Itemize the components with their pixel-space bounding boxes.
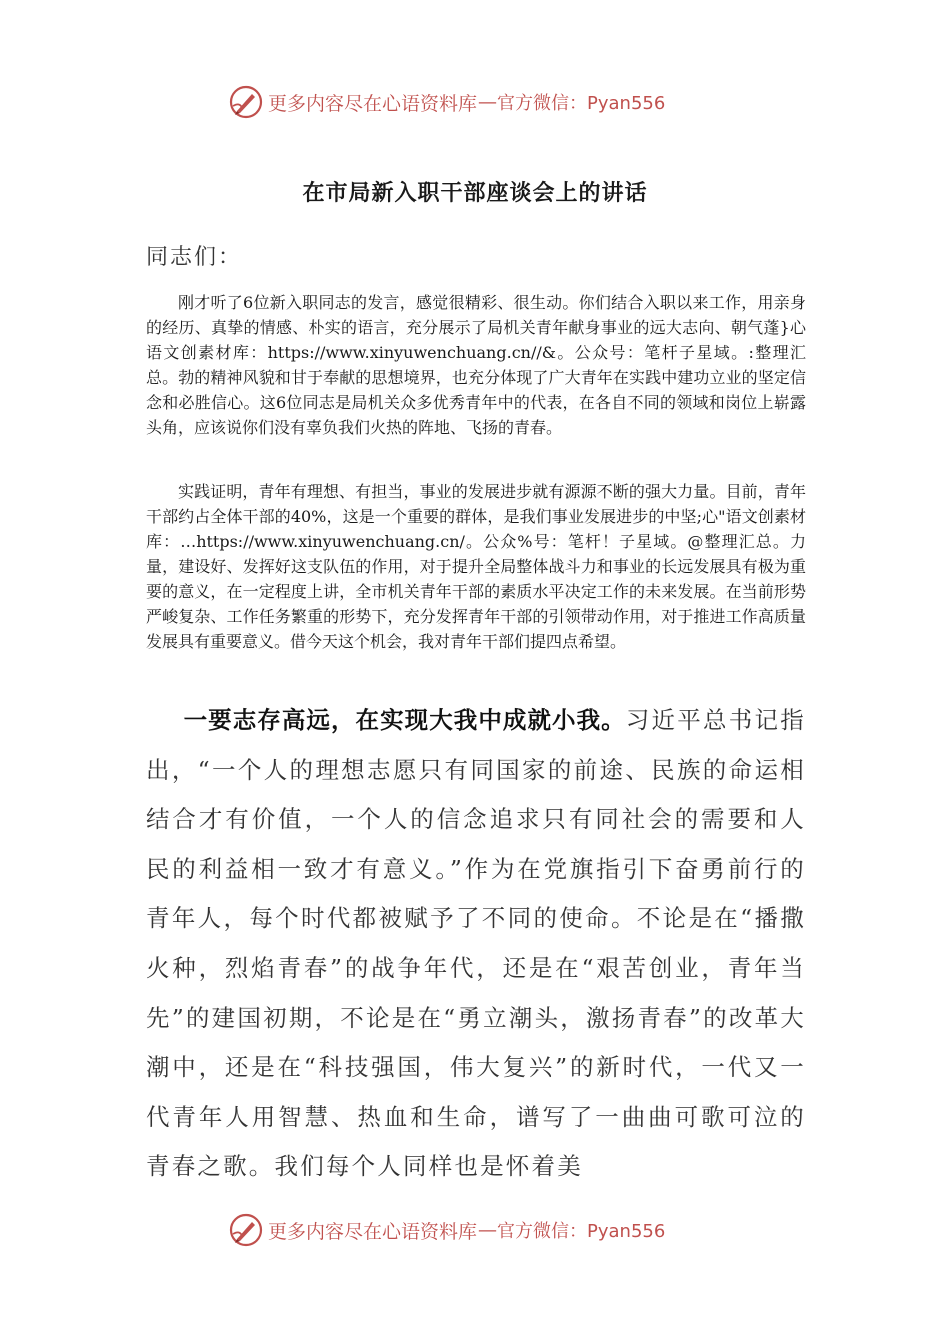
pen-logo-icon bbox=[228, 1212, 264, 1248]
pen-logo-icon bbox=[228, 84, 264, 120]
greeting: 同志们： bbox=[146, 245, 243, 270]
document-title: 在市局新入职干部座谈会上的讲话 bbox=[302, 180, 648, 206]
banner-separator: — bbox=[478, 1219, 497, 1241]
paragraph-3-lead: 一要志存高远，在实现大我中成就小我。 bbox=[183, 706, 626, 734]
paragraph-3 bbox=[146, 696, 806, 1192]
banner-wechat: 官方微信：Pyan556 bbox=[497, 93, 666, 114]
banner-wechat: 官方微信：Pyan556 bbox=[497, 1221, 666, 1242]
paragraph-2: 实践证明，青年有理想、有担当，事业的发展进步就有源源不断的强大力量。目前，青年干部约占全体干部的40%，这是一个重要的群体，是我们事业发展进步的中坚;心"语文创素材库：…https://www.xinyuwenchuang.cn/。公众%号：笔杆！子星域。@整理汇总。力量，建设好、发挥好这支队伍的作用，对于提升全局整体战斗力和事业的长远发展具有极为重要的意义，在一定程度上讲，全市机关青年干部的素质水平决定工作的未来发展。在当前形势严峻复杂、工作任务繁重的形势下，充分发挥青年干部的引领带动作用，对于推进工作高质量发展具有重要意义。借今天这个机会，我对青年干部们提四点希望。 bbox=[146, 482, 806, 651]
banner-text: 更多内容尽在心语资料库 bbox=[268, 92, 478, 115]
paragraph-1: 刚才听了6位新入职同志的发言，感觉很精彩、很生动。你们结合入职以来工作，用亲身的经历、真挚的情感、朴实的语言，充分展示了局机关青年献身事业的远大志向、朝气蓬}心语文创素材库：https://www.xinyuwenchuang.cn//&。公众号：笔杆子星域。:整理汇总。勃的精神风貌和甘于奉献的思想境界，也充分体现了广大青年在实践中建功立业的坚定信念和必胜信心。这6位同志是局机关众多优秀青年中的代表，在各自不同的领域和岗位上崭露头角，应该说你们没有辜负我们火热的阵地、飞扬的青春。 bbox=[146, 293, 806, 437]
paragraph-3-body: 习近平总书记指出，“一个人的理想志愿只有同国家的前途、民族的命运相结合才有价值，一个人的信念追求只有同社会的需要和人民的利益相一致才有意义。”作为在党旗指引下奋勇前行的青年人，每个时代都被赋予了不同的使命。不论是在“播撒火种，烈焰青春”的战争年代，还是在“艰苦创业，青年当先”的建国初期，不论是在“勇立潮头，激扬青春”的改革大潮中，还是在“科技强国，伟大复兴”的新时代，一代又一代青年人用智慧、热血和生命，谱写了一曲曲可歌可泣的青春之歌。我们每个人同样也是怀着美 bbox=[146, 706, 806, 1181]
banner-separator: — bbox=[478, 91, 497, 113]
footer-banner bbox=[228, 1210, 748, 1250]
banner-text: 更多内容尽在心语资料库 bbox=[268, 1220, 478, 1243]
header-banner bbox=[228, 82, 748, 122]
